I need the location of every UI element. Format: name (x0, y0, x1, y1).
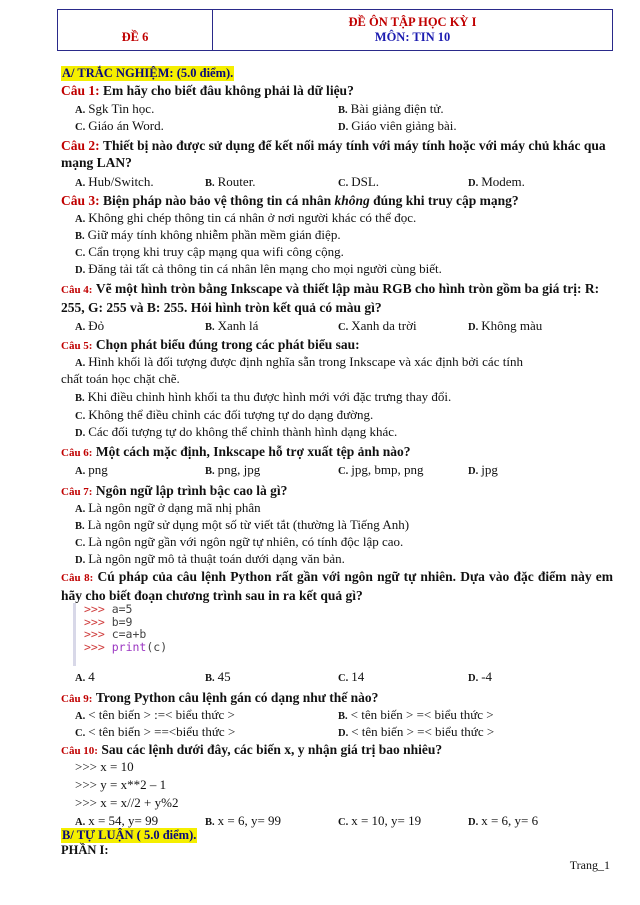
option-d: D. Giáo viên giảng bài. (338, 118, 457, 133)
option-b: B. Giữ máy tính không nhiễm phần mềm gián điệp. (75, 227, 341, 242)
question-8 (61, 568, 613, 604)
question-number: Câu 5: (61, 340, 93, 352)
question-3 (61, 192, 613, 209)
option-a: A. Đỏ (75, 318, 105, 333)
option-b: B. Là ngôn ngữ sử dụng một số từ viết tắt (thường là Tiếng Anh) (75, 517, 410, 532)
question-6 (61, 443, 613, 462)
option-b: B. x = 6, y= 99 (205, 813, 282, 828)
exam-code: ĐỀ 6 (58, 10, 213, 50)
exam-header (57, 9, 613, 51)
option-b: B. png, jpg (205, 462, 261, 477)
question-text: Trong Python câu lệnh gán có dạng như thế nào? (95, 690, 379, 705)
option-d: D. Là ngôn ngữ mô tả thuật toán dưới dạng văn bản. (75, 551, 345, 566)
option-c: C. < tên biến > ==<biểu thức > (75, 724, 236, 739)
question-9 (61, 689, 613, 708)
question-text: Vẽ một hình tròn bằng Inkscape và thiết lập màu RGB cho hình tròn gồm ba giá trị: R: 255, G: 255 và B: 255. Hỏi hình tròn kết quả có màu gì? (61, 281, 600, 315)
question-2 (61, 137, 613, 171)
question-number: Câu 3: (61, 193, 100, 208)
option-a: A. Là ngôn ngữ ở dạng mã nhị phân (75, 500, 261, 515)
question-4 (61, 280, 613, 316)
option-b: B. Khi điều chỉnh hình khối ta thu được hình mới với đặc trưng thay đổi. (75, 389, 452, 404)
option-b: B. Bài giảng điện tử. (338, 101, 444, 116)
option-c: C. 14 (338, 669, 365, 684)
option-d: D. -4 (468, 669, 493, 684)
question-text: Em hãy cho biết đâu không phải là dữ liệu? (103, 83, 354, 98)
option-c: C. x = 10, y= 19 (338, 813, 422, 828)
part-i-heading: PHẦN I: (61, 843, 109, 857)
code-line: >>> y = x**2 – 1 (75, 777, 167, 792)
option-a: A. < tên biến > :=< biểu thức > (75, 707, 235, 722)
question-text: Sau các lệnh dưới đây, các biến x, y nhận giá trị bao nhiêu? (101, 742, 443, 757)
exam-title-cell (213, 10, 612, 50)
question-7 (61, 482, 613, 501)
option-b: B. Xanh lá (205, 318, 259, 333)
code-line: >>> a=5 (84, 602, 133, 616)
option-d: D. Không màu (468, 318, 543, 333)
option-c: C. Không thể điều chỉnh các đối tượng tự do dạng đường. (75, 407, 374, 422)
section-b-heading: B/ TỰ LUẬN ( 5.0 điểm). (62, 828, 197, 842)
option-d: D. jpg (468, 462, 498, 477)
python-code-block (73, 603, 204, 666)
option-d: D. Modem. (468, 174, 525, 189)
question-text: Biện pháp nào bảo vệ thông tin cá nhân không đúng khi truy cập mạng? (103, 193, 519, 208)
question-text: Ngôn ngữ lập trình bậc cao là gì? (95, 483, 288, 498)
question-number: Câu 4: (61, 284, 93, 296)
option-b: B. < tên biến > =< biểu thức > (338, 707, 494, 722)
question-number: Câu 6: (61, 447, 93, 459)
question-text: Cú pháp của câu lệnh Python rất gần với ngôn ngữ tự nhiên. Dựa vào đặc điểm này em hãy cho biết đoạn chương trình sau in ra kết quả gì? (61, 569, 614, 603)
option-d: D. < tên biến > =< biểu thức > (338, 724, 495, 739)
question-number: Câu 1: (61, 83, 100, 98)
option-c: C. Là ngôn ngữ gần với ngôn ngữ tự nhiên, có tính độc lập cao. (75, 534, 404, 549)
question-number: Câu 9: (61, 693, 93, 705)
option-a: A. png (75, 462, 108, 477)
question-text: Chọn phát biểu đúng trong các phát biểu sau: (95, 337, 360, 352)
option-d: D. Các đối tượng tự do không thể chỉnh thành hình dạng khác. (75, 424, 398, 439)
option-a: A. Hub/Switch. (75, 174, 154, 189)
option-b: B. 45 (205, 669, 231, 684)
code-line: >>> x = x//2 + y%2 (75, 795, 179, 810)
emphasis-text: không (334, 193, 370, 208)
question-number: Câu 7: (61, 486, 93, 498)
exam-subject: MÔN: TIN 10 (374, 30, 451, 44)
option-a: A. Hình khối là đối tượng được định nghĩa sẵn trong Inkscape và xác định bởi các tính (75, 354, 523, 369)
option-b: B. Router. (205, 174, 256, 189)
question-number: Câu 10: (61, 745, 98, 757)
section-a-heading: A/ TRẮC NGHIỆM: (5.0 điểm). (62, 66, 234, 80)
option-a: A. Không ghi chép thông tin cá nhân ở nơi người khác có thể đọc. (75, 210, 417, 225)
question-text: Một cách mặc định, Inkscape hỗ trợ xuất tệp ảnh nào? (95, 444, 411, 459)
code-line: >>> b=9 (84, 614, 133, 629)
question-5 (61, 336, 613, 355)
option-a: A. Sgk Tin học. (75, 101, 155, 116)
code-line: >>> print(c) (84, 639, 168, 654)
option-c: C. DSL. (338, 174, 380, 189)
question-number: Câu 8: (61, 572, 94, 584)
option-a: A. x = 54, y= 99 (75, 813, 159, 828)
question-text: Thiết bị nào được sử dụng để kết nối máy tính với máy tính hoặc với máy chủ khác qua mạng LAN? (61, 138, 606, 170)
option-c: C. Xanh da trời (338, 318, 417, 333)
option-d: D. Đăng tải tất cả thông tin cá nhân lên mạng cho mọi người cùng biết. (75, 261, 442, 276)
option-c: C. jpg, bmp, png (338, 462, 424, 477)
question-number: Câu 2: (61, 138, 100, 153)
option-a-continued: chất toán học chặt chẽ. (61, 371, 180, 386)
option-d: D. x = 6, y= 6 (468, 813, 539, 828)
option-c: C. Cẩn trọng khi truy cập mạng qua wifi công cộng. (75, 244, 344, 259)
question-1 (61, 82, 613, 99)
option-a: A. 4 (75, 669, 95, 684)
code-line: >>> x = 10 (75, 759, 134, 774)
exam-title: ĐỀ ÔN TẬP HỌC KỲ I (348, 15, 477, 29)
question-10 (61, 741, 613, 760)
page-number: Trang_1 (569, 858, 610, 872)
code-line: >>> c=a+b (84, 627, 147, 641)
option-c: C. Giáo án Word. (75, 118, 164, 133)
